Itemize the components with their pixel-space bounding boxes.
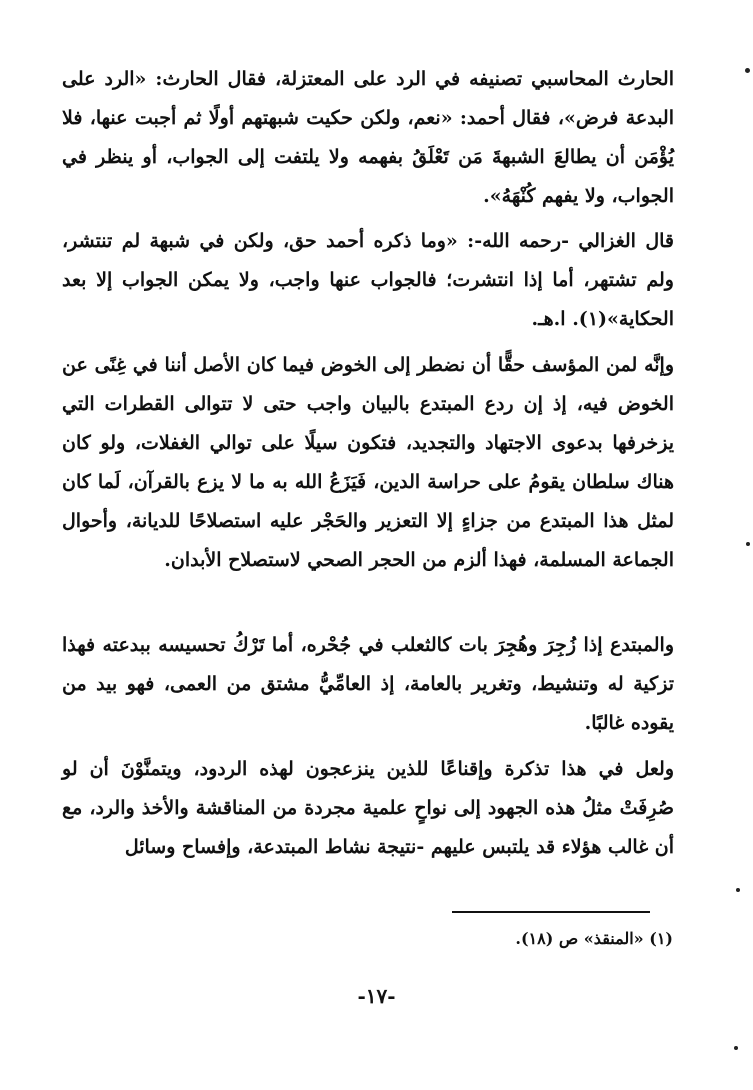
page-number: -١٧- xyxy=(357,984,396,1008)
paragraph-4: والمبتدع إذا زُجِرَ وهُجِرَ بات كالثعلب في جُحْره، أما تَرْكُ تحسيسه ببدعته فهذا تزكية له وتنشيط، وتغرير بالعامة، إذ العامِّيُّ مشتق من العمى، فهو بيد من يقوده غالبًا. xyxy=(62,634,674,734)
footnote-divider xyxy=(452,911,650,913)
margin-dot xyxy=(734,1046,738,1050)
paragraph-2: قال الغزالي -رحمه الله-: «وما ذكره أحمد حق، ولكن في شبهة لم تنتشر، ولم تشتهر، أما إذا انتشرت؛ فالجواب عنها واجب، ولا يمكن الجواب إلا بعد الحكاية»(١). ا.هـ. xyxy=(62,230,674,330)
margin-dot xyxy=(746,542,750,546)
margin-dot xyxy=(745,68,750,73)
footnote: (١) «المنقذ» ص (١٨). xyxy=(515,929,673,948)
margin-dot xyxy=(736,888,740,892)
paragraph-3: وإنَّه لمن المؤسف حقًّا أن نضطر إلى الخوض فيما كان الأصل أننا في غِنًى عن الخوض فيه، إذ إن ردع المبتدع بالبيان واجب حتى لا تتوالى القطرات التي يزخرفها بدعوى الاجتهاد والتجديد، فتكون سيلًا على توالي الغفلات، ولو كان هناك سلطان يقومُ على حراسة الدين، فَيَزَعُ الله به ما لا يزع بالقرآن، لَما كان لمثل هذا المبتدع من جزاءٍ إلا التعزير والحَجْر عليه استصلاحًا للديانة، وأحوال الجماعة المسلمة، فهذا ألزم من الحجر الصحي لاستصلاح الأبدان. xyxy=(62,354,674,571)
paragraph-1: الحارث المحاسبي تصنيفه في الرد على المعتزلة، فقال الحارث: «الرد على البدعة فرض»، فقال أحمد: «نعم، ولكن حكيت شبهتهم أولًا ثم أجبت عنها، فلا يُؤْمَن أن يطالعَ الشبهةَ مَن تَعْلَقُ بفهمه ولا يلتفت إلى الجواب، أو ينظر في الجواب، ولا يفهم كُنْهَهُ». xyxy=(62,68,674,207)
paragraph-5: ولعل في هذا تذكرة وإقناعًا للذين ينزعجون لهذه الردود، ويتمنَّوْنَ أن لو صُرِفَتْ مثلُ هذه الجهود إلى نواحٍ علمية مجردة من المناقشة والأخذ والرد، مع أن غالب هؤلاء قد يلتبس عليهم -نتيجة نشاط المبتدعة، وإفساح وسائل xyxy=(62,758,674,858)
